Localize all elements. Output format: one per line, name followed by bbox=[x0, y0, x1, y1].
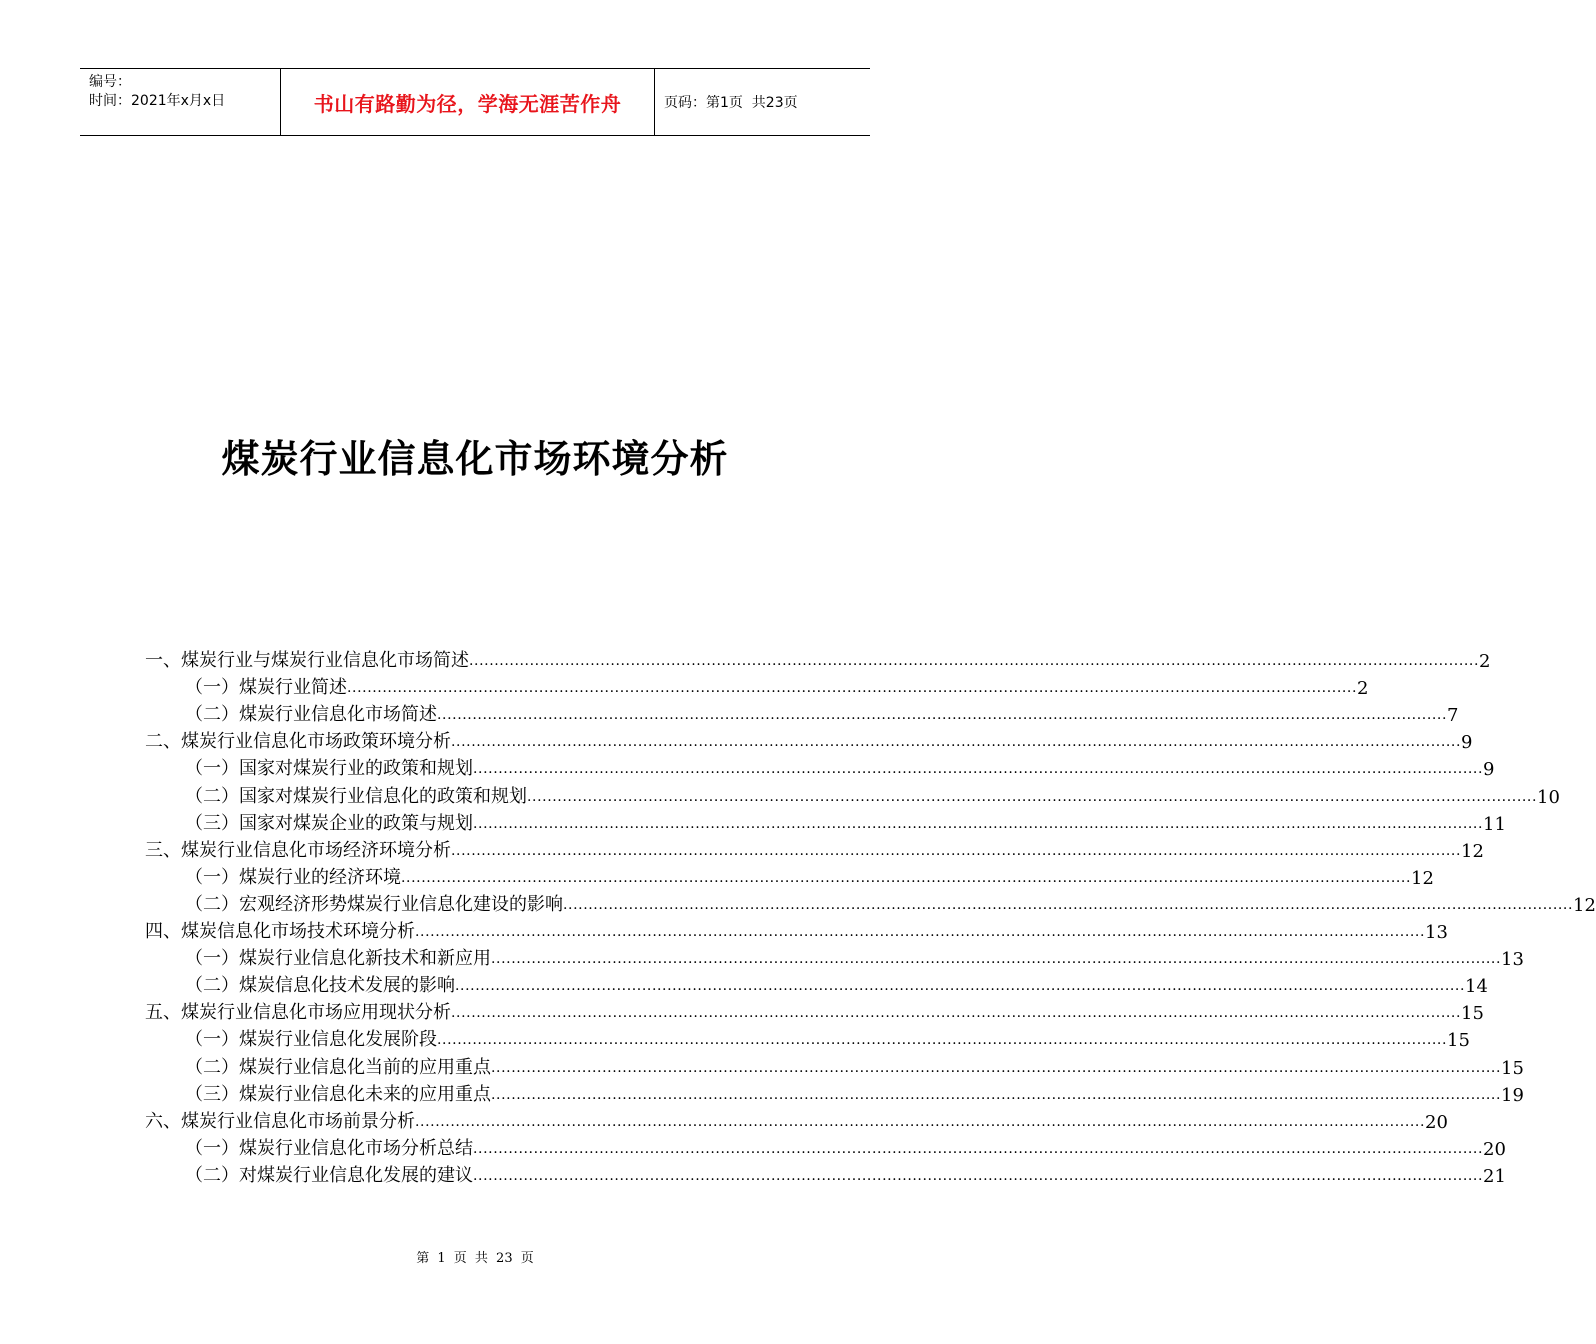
toc-entry[interactable] bbox=[145, 835, 1484, 862]
toc-entry-page: 9 bbox=[1461, 732, 1473, 754]
toc-entry[interactable] bbox=[145, 916, 1448, 944]
toc-entry[interactable] bbox=[145, 1133, 1506, 1160]
toc-entry[interactable] bbox=[145, 943, 1524, 971]
toc-entry-page: 12 bbox=[1573, 894, 1596, 916]
toc-entry-page: 7 bbox=[1447, 705, 1459, 727]
toc-leader-dots: ........................................................................................................................................................................................................ bbox=[451, 842, 1462, 859]
toc-entry-title: （一）国家对煤炭行业的政策和规划 bbox=[185, 758, 473, 780]
toc-entry-page: 2 bbox=[1357, 678, 1369, 700]
page-header bbox=[80, 68, 870, 136]
toc-entry[interactable] bbox=[145, 726, 1473, 754]
toc-entry-title: 四、煤炭信息化市场技术环境分析 bbox=[145, 921, 415, 943]
toc-entry-page: 13 bbox=[1425, 922, 1448, 944]
toc-entry[interactable] bbox=[145, 1051, 1524, 1079]
toc-leader-dots: ........................................................................................................................................................................................................ bbox=[415, 924, 1426, 941]
toc-entry-title: 二、煤炭行业信息化市场政策环境分析 bbox=[145, 731, 451, 753]
header-page-cell bbox=[655, 69, 870, 135]
toc-entry-title: （二）煤炭信息化技术发展的影响 bbox=[185, 975, 455, 997]
document-date: 时间：2021年x月x日 bbox=[89, 93, 226, 109]
toc-leader-dots: ........................................................................................................................................................................................................ bbox=[401, 869, 1412, 886]
toc-entry[interactable] bbox=[145, 645, 1491, 673]
toc-entry-title: （二）国家对煤炭行业信息化的政策和规划 bbox=[185, 785, 527, 807]
toc-entry[interactable] bbox=[145, 1024, 1470, 1052]
toc-entry-page: 21 bbox=[1483, 1165, 1506, 1187]
toc-entry[interactable] bbox=[145, 1160, 1506, 1187]
toc-entry[interactable] bbox=[145, 699, 1459, 727]
header-motto: 书山有路勤为径，学海无涯苦作舟 bbox=[313, 91, 622, 116]
toc-leader-dots: ........................................................................................................................................................................................................ bbox=[469, 653, 1480, 670]
toc-leader-dots: ........................................................................................................................................................................................................ bbox=[473, 761, 1484, 778]
toc-entry-title: （二）煤炭行业信息化市场简述 bbox=[185, 704, 437, 726]
toc-entry-title: （一）煤炭行业信息化发展阶段 bbox=[185, 1029, 437, 1051]
toc-leader-dots: ........................................................................................................................................................................................................ bbox=[473, 1140, 1484, 1157]
toc-leader-dots: ........................................................................................................................................................................................................ bbox=[473, 815, 1484, 832]
document-number-label: 编号： bbox=[89, 74, 131, 90]
toc-entry[interactable] bbox=[145, 1106, 1448, 1133]
toc-entry[interactable] bbox=[145, 808, 1506, 835]
toc-entry-title: （二）宏观经济形势煤炭行业信息化建设的影响 bbox=[185, 893, 563, 915]
toc-entry-page: 15 bbox=[1501, 1057, 1524, 1079]
toc-entry-page: 20 bbox=[1425, 1111, 1448, 1133]
toc-entry[interactable] bbox=[145, 889, 1596, 916]
toc-entry[interactable] bbox=[145, 970, 1488, 998]
toc-entry-page: 20 bbox=[1483, 1138, 1506, 1160]
toc-leader-dots: ........................................................................................................................................................................................................ bbox=[491, 1086, 1502, 1103]
toc-entry-page: 12 bbox=[1411, 867, 1434, 889]
toc-entry-title: 三、煤炭行业信息化市场经济环境分析 bbox=[145, 839, 451, 861]
toc-entry-title: 六、煤炭行业信息化市场前景分析 bbox=[145, 1110, 415, 1132]
toc-entry-page: 13 bbox=[1501, 949, 1524, 971]
toc-entry-page: 2 bbox=[1479, 651, 1491, 673]
toc-entry[interactable] bbox=[145, 753, 1495, 781]
toc-entry-page: 12 bbox=[1461, 840, 1484, 862]
toc-entry[interactable] bbox=[145, 1079, 1524, 1106]
toc-leader-dots: ........................................................................................................................................................................................................ bbox=[527, 788, 1538, 805]
toc-leader-dots: ........................................................................................................................................................................................................ bbox=[437, 1032, 1448, 1049]
toc-entry-title: （二）煤炭行业信息化当前的应用重点 bbox=[185, 1056, 491, 1078]
toc-entry-page: 15 bbox=[1461, 1003, 1484, 1025]
toc-entry-page: 11 bbox=[1483, 813, 1506, 835]
toc-entry-title: （一）煤炭行业信息化新技术和新应用 bbox=[185, 948, 491, 970]
toc-entry[interactable] bbox=[145, 780, 1560, 808]
toc-entry-title: （一）煤炭行业简述 bbox=[185, 677, 347, 699]
table-of-contents bbox=[145, 645, 1596, 1187]
toc-leader-dots: ........................................................................................................................................................................................................ bbox=[415, 1113, 1426, 1130]
header-motto-cell bbox=[281, 69, 655, 135]
toc-leader-dots: ........................................................................................................................................................................................................ bbox=[437, 707, 1448, 724]
toc-entry-title: （一）煤炭行业信息化市场分析总结 bbox=[185, 1137, 473, 1159]
toc-entry[interactable] bbox=[145, 862, 1434, 889]
toc-entry-page: 19 bbox=[1501, 1084, 1524, 1106]
header-page-info: 页码：第1页 共23页 bbox=[664, 95, 798, 111]
document-title: 煤炭行业信息化市场环境分析 bbox=[221, 437, 729, 481]
toc-leader-dots: ........................................................................................................................................................................................................ bbox=[451, 734, 1462, 751]
header-meta-cell bbox=[80, 69, 281, 135]
toc-entry[interactable] bbox=[145, 997, 1484, 1025]
toc-entry-page: 9 bbox=[1483, 759, 1495, 781]
toc-entry-title: （三）煤炭行业信息化未来的应用重点 bbox=[185, 1083, 491, 1105]
toc-leader-dots: ........................................................................................................................................................................................................ bbox=[473, 1167, 1484, 1184]
toc-leader-dots: ........................................................................................................................................................................................................ bbox=[347, 680, 1358, 697]
toc-entry-title: 五、煤炭行业信息化市场应用现状分析 bbox=[145, 1002, 451, 1024]
toc-leader-dots: ........................................................................................................................................................................................................ bbox=[451, 1005, 1462, 1022]
toc-leader-dots: ........................................................................................................................................................................................................ bbox=[563, 896, 1574, 913]
toc-entry-page: 10 bbox=[1537, 786, 1560, 808]
toc-leader-dots: ........................................................................................................................................................................................................ bbox=[455, 978, 1466, 995]
toc-leader-dots: ........................................................................................................................................................................................................ bbox=[491, 1059, 1502, 1076]
toc-entry-title: （三）国家对煤炭企业的政策与规划 bbox=[185, 812, 473, 834]
toc-entry[interactable] bbox=[145, 672, 1369, 700]
toc-entry-page: 15 bbox=[1447, 1030, 1470, 1052]
page-footer: 第 1 页 共 23 页 bbox=[416, 1251, 534, 1266]
toc-leader-dots: ........................................................................................................................................................................................................ bbox=[491, 951, 1502, 968]
toc-entry-title: 一、煤炭行业与煤炭行业信息化市场简述 bbox=[145, 650, 469, 672]
toc-entry-page: 14 bbox=[1465, 976, 1488, 998]
toc-entry-title: （一）煤炭行业的经济环境 bbox=[185, 866, 401, 888]
toc-entry-title: （二）对煤炭行业信息化发展的建议 bbox=[185, 1164, 473, 1186]
